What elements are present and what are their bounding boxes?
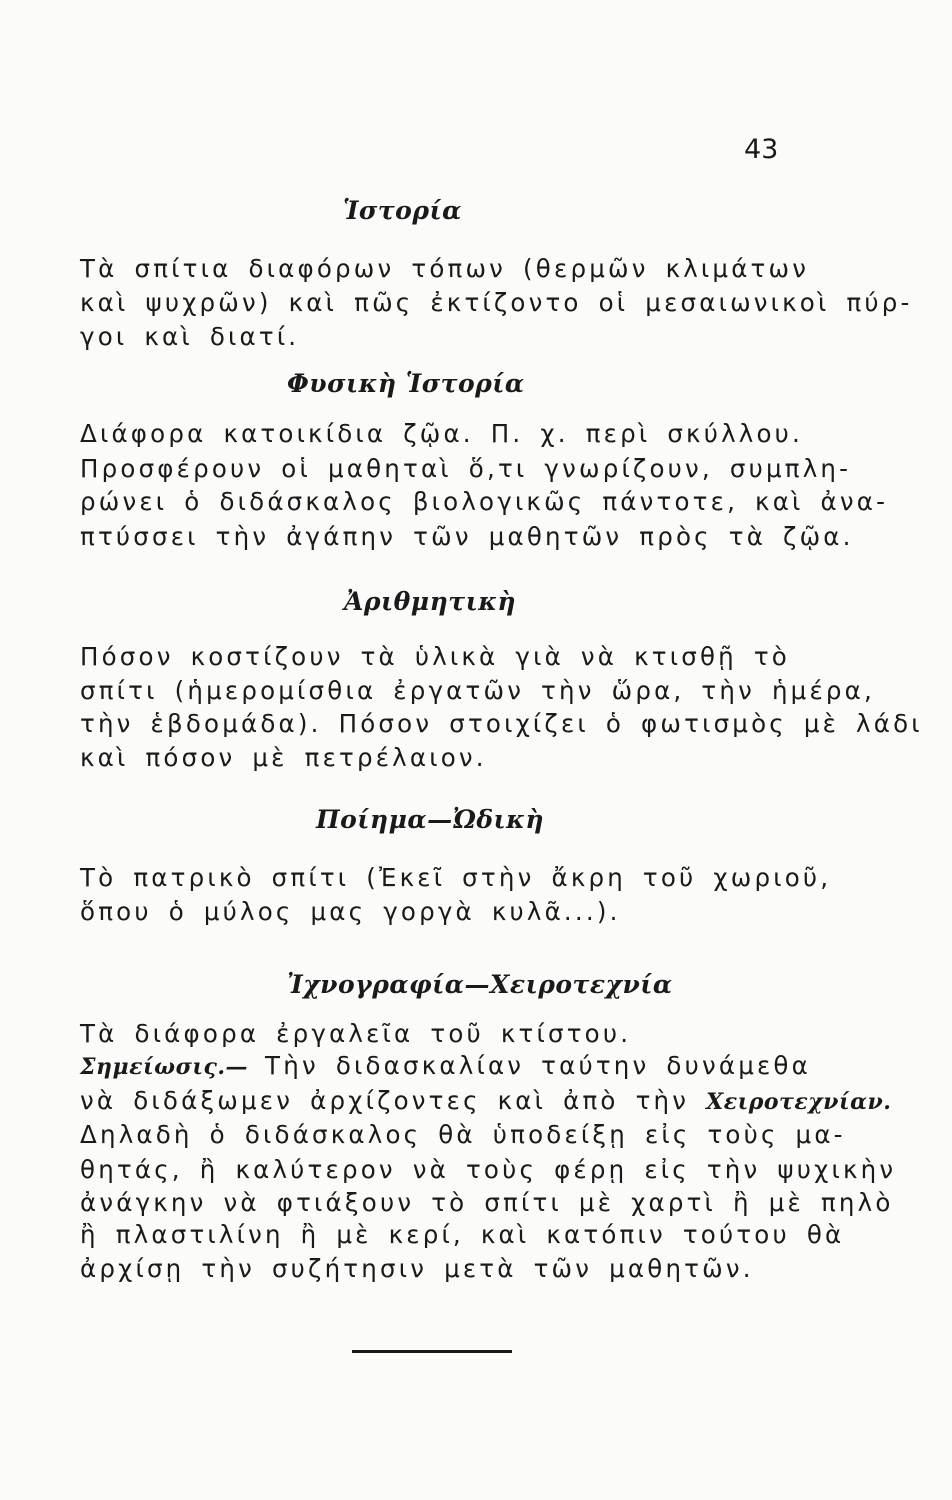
- text-line: θητάς, ἢ καλύτερον νὰ τοὺς φέρῃ εἰς τὴν ψυχικὴν: [80, 1155, 897, 1184]
- note-text: Τὴν διδασκαλίαν ταύτην δυνάμεθα: [265, 1051, 811, 1080]
- section-heading-history: Ἱστορία: [343, 196, 462, 225]
- page-number: 43: [744, 134, 779, 165]
- text-line: ἢ πλαστιλίνη ἢ μὲ κερί, καὶ κατόπιν τούτου θὰ: [80, 1220, 845, 1249]
- section-heading-natural-history: Φυσικὴ Ἱστορία: [287, 369, 525, 398]
- note-text: νὰ διδάξωμεν ἀρχίζοντες καὶ ἀπὸ τὴν: [80, 1086, 690, 1115]
- text-line: πτύσσει τὴν ἀγάπην τῶν μαθητῶν πρὸς τὰ ζῷα.: [80, 522, 854, 551]
- text-line: Τὰ σπίτια διαφόρων τόπων (θερμῶν κλιμάτων: [80, 254, 810, 283]
- section-heading-arithmetic: Ἀριθμητικὴ: [344, 587, 517, 616]
- text-line: Τὰ διάφορα ἐργαλεῖα τοῦ κτίστου.: [80, 1019, 632, 1048]
- text-line: Δηλαδὴ ὁ διδάσκαλος θὰ ὑποδείξῃ εἰς τοὺς μα-: [80, 1120, 846, 1149]
- text-line: Διάφορα κατοικίδια ζῷα. Π. χ. περὶ σκύλλου.: [80, 419, 804, 448]
- note-line: [80, 1086, 891, 1115]
- text-line: Προσφέρουν οἱ μαθηταὶ ὅ,τι γνωρίζουν, συμπλη-: [80, 454, 852, 483]
- text-line: ὅπου ὁ μύλος μας γοργὰ κυλᾶ...).: [80, 897, 621, 926]
- text-line: Πόσον κοστίζουν τὰ ὑλικὰ γιὰ νὰ κτισθῇ τὸ: [80, 642, 790, 671]
- section-heading-poem-song: Ποίημα—Ὠδικὴ: [316, 805, 545, 834]
- section-heading-drawing-handicraft: Ἰχνογραφία—Χειροτεχνία: [287, 970, 673, 999]
- text-line: ρώνει ὁ διδάσκαλος βιολογικῶς πάντοτε, καὶ ἀνα-: [80, 487, 889, 516]
- text-line: Τὸ πατρικὸ σπίτι (Ἐκεῖ στὴν ἄκρη τοῦ χωριοῦ,: [80, 863, 832, 892]
- text-line: γοι καὶ διατί.: [80, 322, 300, 351]
- text-line: ἀρχίσῃ τὴν συζήτησιν μετὰ τῶν μαθητῶν.: [80, 1254, 754, 1283]
- text-line: τὴν ἑβδομάδα). Πόσον στοιχίζει ὁ φωτισμὸς μὲ λάδι: [80, 709, 923, 738]
- text-line: καὶ ψυχρῶν) καὶ πῶς ἐκτίζοντο οἱ μεσαιωνικοὶ πύρ-: [80, 288, 913, 317]
- text-line: σπίτι (ἡμερομίσθια ἐργατῶν τὴν ὥρα, τὴν ἡμέρα,: [80, 676, 876, 705]
- note-line: [80, 1051, 811, 1080]
- note-label: Σημείωσις.—: [80, 1054, 249, 1080]
- text-line: καὶ πόσον μὲ πετρέλαιον.: [80, 743, 487, 772]
- text-line: ἀνάγκην νὰ φτιάξουν τὸ σπίτι μὲ χαρτὶ ἢ μὲ πηλὸ: [80, 1188, 894, 1217]
- note-emphasis: Χειροτεχνίαν.: [706, 1089, 892, 1115]
- end-rule: [352, 1350, 512, 1353]
